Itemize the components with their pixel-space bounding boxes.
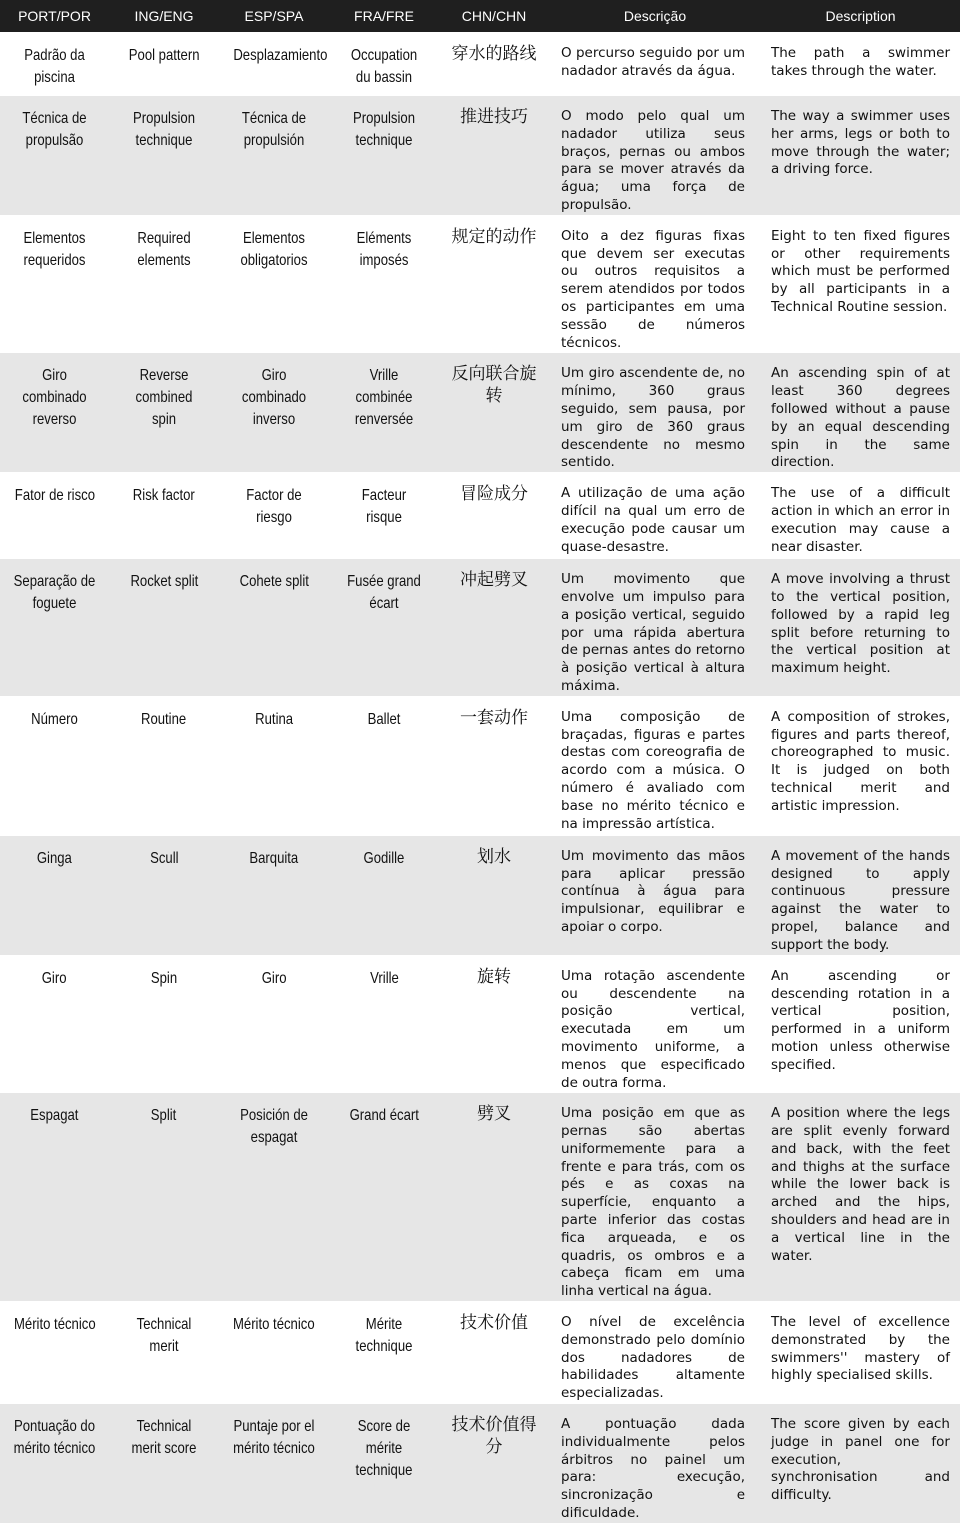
header-row (0, 0, 960, 33)
cell-eng: Pool pattern (109, 33, 219, 96)
cell-desc-pt: Um movimento que envolve um impulso para a posição vertical, seguido por uma rápida abertura de pernas antes do retorno à posição vertical à altura máxima. (549, 559, 761, 697)
cell-fra: Propulsion technique (329, 96, 439, 216)
cell-fra: Vrille (329, 955, 439, 1093)
cell-desc-en: The path a swimmer takes through the water. (761, 33, 960, 96)
cell-fra: Fusée grand écart (329, 559, 439, 697)
cell-eng: Risk factor (109, 473, 219, 559)
header-descricao: Descrição (549, 0, 761, 33)
cell-por: Número (0, 696, 109, 835)
cell-fra: Ballet (329, 696, 439, 835)
cell-fra: Occupation du bassin (329, 33, 439, 96)
cell-chn: 穿水的路线 (439, 33, 549, 96)
table-body (0, 33, 960, 1523)
cell-eng: Split (109, 1093, 219, 1302)
cell-chn: 冒险成分 (439, 473, 549, 559)
cell-eng: Routine (109, 696, 219, 835)
cell-desc-pt: O percurso seguido por um nadador através da água. (549, 33, 761, 96)
cell-por: Técnica de propulsão (0, 96, 109, 216)
cell-desc-en: A movement of the hands designed to apply continuous pressure against the water to propel, balance and support the body. (761, 835, 960, 955)
cell-desc-pt: A pontuação dada individualmente pelos árbitros no painel um para: execução, sincronização e dificuldade. (549, 1404, 761, 1523)
cell-esp: Técnica de propulsión (219, 96, 329, 216)
header-description: Description (761, 0, 960, 33)
table-row (0, 1302, 960, 1404)
cell-fra: Godille (329, 835, 439, 955)
header-esp: ESP/SPA (219, 0, 329, 33)
header-eng: ING/ENG (109, 0, 219, 33)
cell-desc-en: A position where the legs are split evenly forward and back, with the feet and thighs at the surface while the lower back is arched and the hips, shoulders and head are in a vertical line in the water. (761, 1093, 960, 1302)
cell-esp: Giro (219, 955, 329, 1093)
cell-chn: 推进技巧 (439, 96, 549, 216)
cell-fra: Mérite technique (329, 1302, 439, 1404)
cell-eng: Scull (109, 835, 219, 955)
cell-por: Mérito técnico (0, 1302, 109, 1404)
cell-esp: Barquita (219, 835, 329, 955)
cell-desc-pt: Oito a dez figuras fixas que devem ser executas ou outros requisitos a serem atendidos por todos os participantes em uma sessão de números técnicos. (549, 215, 761, 353)
cell-chn: 一套动作 (439, 696, 549, 835)
cell-esp: Desplazamiento (219, 33, 329, 96)
cell-desc-pt: O nível de excelência demonstrado pelo domínio dos nadadores de habilidades altamente especializadas. (549, 1302, 761, 1404)
cell-por: Espagat (0, 1093, 109, 1302)
cell-desc-pt: Um giro ascendente de, no mínimo, 360 graus seguido, sem pausa, por um giro de 360 graus descendente no mesmo sentido. (549, 353, 761, 473)
header-chn: CHN/CHN (439, 0, 549, 33)
cell-esp: Mérito técnico (219, 1302, 329, 1404)
cell-esp: Posición de espagat (219, 1093, 329, 1302)
cell-chn: 反向联合旋转 (439, 353, 549, 473)
cell-chn: 冲起劈叉 (439, 559, 549, 697)
cell-desc-pt: Uma rotação ascendente ou descendente na posição vertical, executada em um movimento uniforme, a menos que especificado de outra forma. (549, 955, 761, 1093)
table-row (0, 1093, 960, 1302)
cell-por: Pontuação do mérito técnico (0, 1404, 109, 1523)
cell-desc-pt: A utilização de uma ação difícil na qual um erro de execução pode causar um quase-desastre. (549, 473, 761, 559)
cell-desc-en: A composition of strokes, figures and parts thereof, choreographed to music. It is judged on both technical merit and artistic impression. (761, 696, 960, 835)
cell-fra: Vrille combinée renversée (329, 353, 439, 473)
cell-esp: Giro combinado inverso (219, 353, 329, 473)
cell-por: Ginga (0, 835, 109, 955)
cell-esp: Puntaje por el mérito técnico (219, 1404, 329, 1523)
cell-eng: Spin (109, 955, 219, 1093)
table-row (0, 473, 960, 559)
cell-chn: 规定的动作 (439, 215, 549, 353)
cell-desc-pt: Uma posição em que as pernas são abertas uniformemente para a frente e para trás, com os pés e as coxas na superfície, enquanto a parte inferior das costas fica arqueada, e os quadris, os ombros e a cabeça ficam em uma linha vertical na água. (549, 1093, 761, 1302)
cell-fra: Eléments imposés (329, 215, 439, 353)
cell-por: Elementos requeridos (0, 215, 109, 353)
table-row (0, 96, 960, 216)
table-row (0, 1404, 960, 1523)
header-fra: FRA/FRE (329, 0, 439, 33)
cell-chn: 旋转 (439, 955, 549, 1093)
cell-por: Fator de risco (0, 473, 109, 559)
cell-eng: Technical merit (109, 1302, 219, 1404)
table-row (0, 696, 960, 835)
cell-eng: Required elements (109, 215, 219, 353)
table-row (0, 955, 960, 1093)
cell-desc-en: The level of excellence demonstrated by the swimmers'' mastery of highly specialised skills. (761, 1302, 960, 1404)
cell-fra: Score de mérite technique (329, 1404, 439, 1523)
table-row (0, 353, 960, 473)
cell-chn: 技术价值 (439, 1302, 549, 1404)
cell-eng: Reverse combined spin (109, 353, 219, 473)
cell-desc-en: Eight to ten fixed figures or other requirements which must be performed by all participants in a Technical Routine session. (761, 215, 960, 353)
cell-desc-en: The way a swimmer uses her arms, legs or both to move through the water; a driving force. (761, 96, 960, 216)
table-row (0, 215, 960, 353)
cell-por: Padrão da piscina (0, 33, 109, 96)
table-row (0, 559, 960, 697)
table-header (0, 0, 960, 33)
table-row (0, 33, 960, 96)
cell-desc-en: An ascending spin of at least 360 degrees followed without a pause by an equal descending spin in the same direction. (761, 353, 960, 473)
cell-desc-en: A move involving a thrust to the vertical position, followed by a rapid leg split before returning to the vertical position at maximum height. (761, 559, 960, 697)
cell-por: Giro combinado reverso (0, 353, 109, 473)
cell-eng: Technical merit score (109, 1404, 219, 1523)
cell-desc-en: The score given by each judge in panel one for execution, synchronisation and difficulty. (761, 1404, 960, 1523)
cell-fra: Facteur risque (329, 473, 439, 559)
cell-desc-pt: Um movimento das mãos para aplicar pressão contínua à água para impulsionar, equilibrar e apoiar o corpo. (549, 835, 761, 955)
cell-fra: Grand écart (329, 1093, 439, 1302)
cell-desc-pt: O modo pelo qual um nadador utiliza seus braços, pernas ou ambos para se mover através da água; uma força de propulsão. (549, 96, 761, 216)
cell-esp: Cohete split (219, 559, 329, 697)
cell-desc-pt: Uma composição de braçadas, figuras e partes destas com coreografia de acordo com a música. O número é avaliado com base no mérito técnico e na impressão artística. (549, 696, 761, 835)
cell-desc-en: An ascending or descending rotation in a vertical position, performed in a uniform motion unless otherwise specified. (761, 955, 960, 1093)
table-row (0, 835, 960, 955)
header-por: PORT/POR (0, 0, 109, 33)
cell-desc-en: The use of a difficult action in which an error in execution may cause a near disaster. (761, 473, 960, 559)
cell-eng: Rocket split (109, 559, 219, 697)
cell-esp: Elementos obligatorios (219, 215, 329, 353)
cell-esp: Factor de riesgo (219, 473, 329, 559)
cell-chn: 划水 (439, 835, 549, 955)
cell-esp: Rutina (219, 696, 329, 835)
cell-por: Separação de foguete (0, 559, 109, 697)
cell-chn: 技术价值得分 (439, 1404, 549, 1523)
cell-por: Giro (0, 955, 109, 1093)
cell-chn: 劈叉 (439, 1093, 549, 1302)
cell-eng: Propulsion technique (109, 96, 219, 216)
